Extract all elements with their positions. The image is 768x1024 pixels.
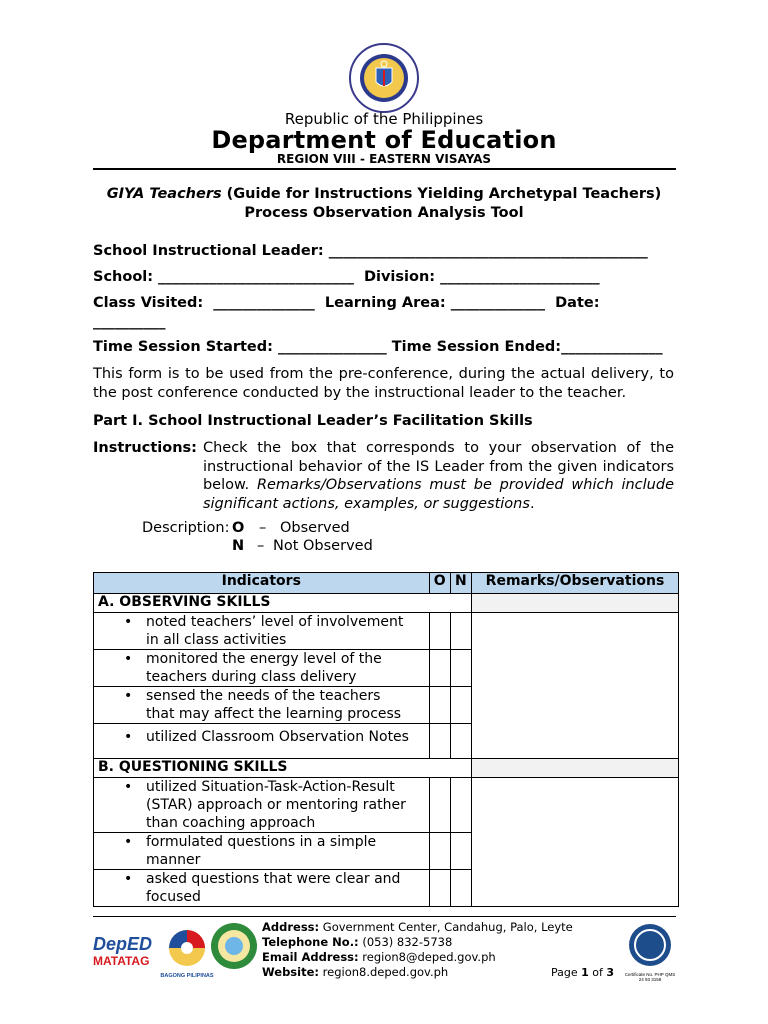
description-label: Description: xyxy=(142,520,230,536)
indicator-text: noted teachers’ level of involvement in all class activities xyxy=(146,614,404,648)
section-title-b: B. QUESTIONING SKILLS xyxy=(94,759,472,778)
bullet: • xyxy=(124,871,133,887)
email-value[interactable]: region8@deped.gov.ph xyxy=(358,950,496,964)
footer-address xyxy=(262,920,573,934)
remarks-section-b xyxy=(471,759,678,778)
region-heading: REGION VIII - EASTERN VISAYAS xyxy=(276,152,492,166)
indicator-text: formulated questions in a simple manner xyxy=(146,834,377,868)
instructions-block xyxy=(93,439,674,513)
website-label: Website: xyxy=(262,965,319,979)
address-value: Government Center, Candahug, Palo, Leyte xyxy=(319,920,573,934)
o-checkbox[interactable] xyxy=(429,687,450,724)
instructions-end: . xyxy=(529,495,535,512)
department-heading: Department of Education xyxy=(211,126,557,154)
website-value[interactable]: region8.deped.gov.ph xyxy=(319,965,449,979)
o-checkbox[interactable] xyxy=(429,650,450,687)
table-row xyxy=(94,613,679,650)
indicators-table xyxy=(93,572,679,907)
n-checkbox[interactable] xyxy=(450,724,471,759)
desc-n-code: N xyxy=(232,538,245,554)
o-checkbox[interactable] xyxy=(429,833,450,870)
instructions-text: Check the box that corresponds to your observation of the instructional behavior of the IS Leader from the given indicators below. xyxy=(202,440,674,493)
header-remarks: Remarks/Observations xyxy=(471,573,678,594)
n-checkbox[interactable] xyxy=(450,613,471,650)
table-header-row xyxy=(94,573,679,594)
desc-o-text: Observed xyxy=(280,520,350,536)
bullet: • xyxy=(124,614,133,630)
n-checkbox[interactable] xyxy=(450,687,471,724)
intro-paragraph: This form is to be used from the pre-conference, during the actual delivery, to the post conference conducted by the instructional leader to the teacher. xyxy=(93,366,674,401)
n-checkbox[interactable] xyxy=(450,833,471,870)
indicator-cell xyxy=(94,724,430,759)
o-checkbox[interactable] xyxy=(429,870,450,907)
instructions-italic: Remarks/Observations must be provided which include significant actions, examples, or suggestions xyxy=(202,477,674,512)
bullet: • xyxy=(124,779,133,795)
header-o: O xyxy=(429,573,450,594)
class-area-date-field[interactable]: Class Visited: ______________ Learning Area: _____________ Date: xyxy=(93,295,600,311)
indicator-text: utilized Classroom Observation Notes xyxy=(146,729,409,745)
footer-divider xyxy=(93,916,676,917)
section-row xyxy=(94,594,679,613)
desc-n-dash: – xyxy=(257,538,265,554)
email-label: Email Address: xyxy=(262,950,359,964)
indicator-cell xyxy=(94,613,430,650)
n-checkbox[interactable] xyxy=(450,870,471,907)
bullet: • xyxy=(124,729,133,745)
indicator-text: utilized Situation-Task-Action-Result (STAR) approach or mentoring rather than coaching approach xyxy=(146,779,406,831)
header-indicators: Indicators xyxy=(94,573,430,594)
page-total: 3 xyxy=(606,966,615,979)
address-label: Address: xyxy=(262,920,320,934)
school-division-field[interactable]: School: ___________________________ Division: ______________________ xyxy=(93,269,600,285)
bagong-logo-text: BAGONG PILIPINAS xyxy=(160,973,214,979)
remarks-section-a xyxy=(471,594,678,613)
footer-website xyxy=(262,965,448,979)
page-prefix: Page xyxy=(551,966,582,979)
time-session-field[interactable]: Time Session Started: _______________ Time Session Ended:______________ xyxy=(93,339,663,355)
page-current: 1 xyxy=(581,966,589,979)
republic-heading: Republic of the Philippines xyxy=(284,110,484,128)
deped-logo-text: DepED xyxy=(93,934,153,954)
bullet: • xyxy=(124,688,133,704)
desc-o-dash: – xyxy=(259,520,267,536)
tuv-iso-logo xyxy=(624,922,676,984)
indicator-cell xyxy=(94,778,430,833)
part1-heading: Part I. School Instructional Leader’s Facilitation Skills xyxy=(93,413,533,429)
page-of: of xyxy=(588,966,607,979)
form-title xyxy=(0,186,768,202)
telephone-label: Telephone No.: xyxy=(262,935,359,949)
desc-o-code: O xyxy=(232,520,245,536)
indicator-cell xyxy=(94,687,430,724)
o-checkbox[interactable] xyxy=(429,724,450,759)
page-number xyxy=(551,966,614,979)
footer-email xyxy=(262,950,496,964)
n-checkbox[interactable] xyxy=(450,650,471,687)
instructions-text-wrap xyxy=(203,439,674,513)
giya-title-rest: (Guide for Instructions Yielding Archetypal Teachers) xyxy=(221,186,662,202)
indicator-cell xyxy=(94,833,430,870)
bullet: • xyxy=(124,834,133,850)
remarks-input-a[interactable] xyxy=(471,613,678,759)
giya-title-italic: GIYA Teachers xyxy=(106,186,222,202)
remarks-input-b[interactable] xyxy=(471,778,678,907)
indicator-text: sensed the needs of the teachers that may affect the learning process xyxy=(146,688,402,722)
section-title-a: A. OBSERVING SKILLS xyxy=(94,594,472,613)
header-divider xyxy=(93,168,676,170)
indicator-text: monitored the energy level of the teachers during class delivery xyxy=(146,651,382,685)
tuv-cert-text: Certificate No. PHP QMS 24 93 3158 xyxy=(624,972,676,982)
deped-seal xyxy=(348,42,420,114)
indicator-text: asked questions that were clear and focused xyxy=(146,871,401,905)
table-row xyxy=(94,778,679,833)
region-seal-logo xyxy=(210,922,258,970)
bagong-pilipinas-logo xyxy=(158,927,216,979)
indicator-cell xyxy=(94,870,430,907)
section-row xyxy=(94,759,679,778)
telephone-value: (053) 832-5738 xyxy=(358,935,453,949)
form-subtitle: Process Observation Analysis Tool xyxy=(244,205,524,221)
instructions-label: Instructions: xyxy=(93,440,197,456)
footer-telephone xyxy=(262,935,452,949)
n-checkbox[interactable] xyxy=(450,778,471,833)
o-checkbox[interactable] xyxy=(429,613,450,650)
leader-field[interactable]: School Instructional Leader: ____________________________________________ xyxy=(93,243,648,259)
matatag-logo-text: MATATAG xyxy=(93,954,150,968)
date-line[interactable]: __________ xyxy=(93,314,166,330)
bullet: • xyxy=(124,651,133,667)
deped-matatag-logo xyxy=(93,934,153,975)
o-checkbox[interactable] xyxy=(429,778,450,833)
desc-n-text: Not Observed xyxy=(273,538,373,554)
header-n: N xyxy=(450,573,471,594)
indicator-cell xyxy=(94,650,430,687)
